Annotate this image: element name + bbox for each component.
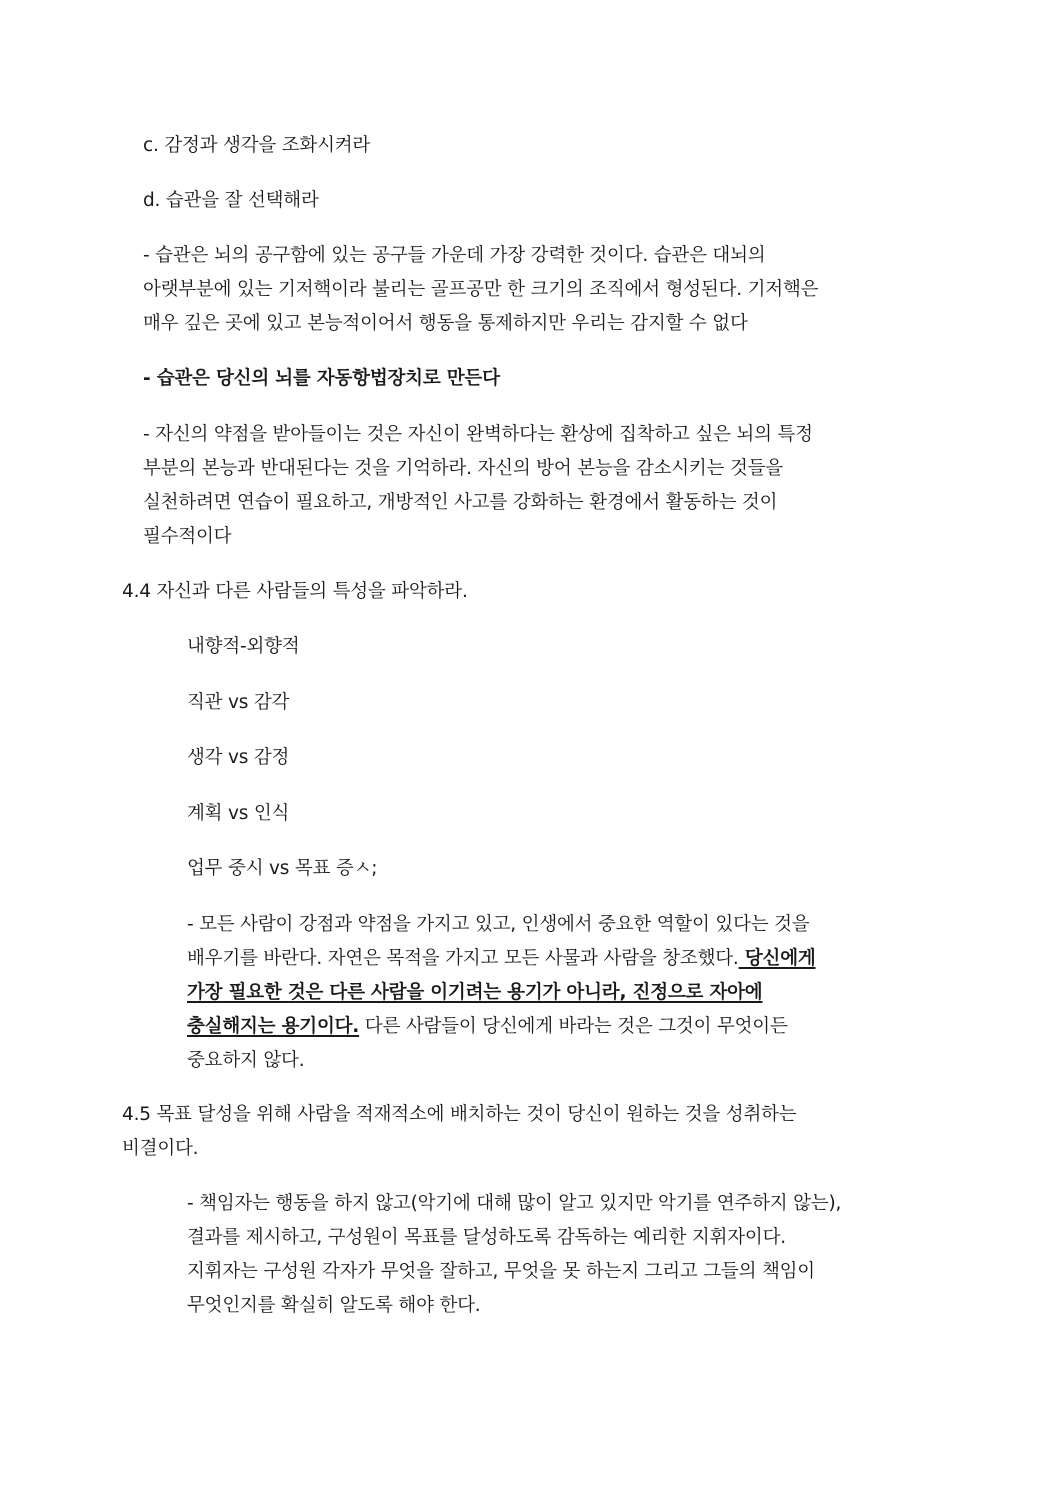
plain-text: 다른 사람들이 당신에게 바라는 것은 그것이 무엇이든: [359, 1016, 788, 1037]
paragraph-line: [187, 942, 816, 976]
list-item-c: c. 감정과 생각을 조화시켜라: [143, 135, 371, 156]
emphasis-text: 당신에게: [738, 948, 816, 969]
leader-paragraph: [187, 1187, 841, 1323]
paragraph-line: - 모든 사람이 강점과 약점을 가지고 있고, 인생에서 중요한 역할이 있다는 것을: [187, 914, 810, 935]
paragraph-line: 중요하지 않다.: [187, 1050, 305, 1071]
habit-paragraph: [143, 239, 818, 341]
heading-line: 비결이다.: [122, 1138, 199, 1159]
trait-item: 생각 vs 감정: [187, 747, 290, 768]
weakness-paragraph: [143, 418, 813, 554]
paragraph-line: 아랫부분에 있는 기저핵이라 불리는 골프공만 한 크기의 조직에서 형성된다. 기저핵은: [143, 279, 819, 300]
trait-item: 내향적-외향적: [187, 636, 300, 657]
habit-bold-statement: - 습관은 당신의 뇌를 자동항법장치로 만든다: [143, 368, 500, 389]
paragraph-line: 필수적이다: [143, 526, 232, 547]
paragraph-line: 지휘자는 구성원 각자가 무엇을 잘하고, 무엇을 못 하는지 그리고 그들의 책임이: [187, 1261, 815, 1282]
emphasis-text: 가장 필요한 것은 다른 사람을 이기려는 용기가 아니라, 진정으로 자아에: [187, 982, 763, 1003]
paragraph-line: - 자신의 약점을 받아들이는 것은 자신이 완벽하다는 환상에 집착하고 싶은 뇌의 특정: [143, 424, 813, 445]
paragraph-line: 무엇인지를 확실히 알도록 해야 한다.: [187, 1295, 481, 1316]
paragraph-line: - 책임자는 행동을 하지 않고(악기에 대해 많이 알고 있지만 악기를 연주하지 않는),: [187, 1193, 842, 1214]
paragraph-line: 결과를 제시하고, 구성원이 목표를 달성하도록 감독하는 예리한 지휘자이다.: [187, 1227, 786, 1248]
list-item-d: d. 습관을 잘 선택해라: [143, 190, 319, 211]
trait-item: 계획 vs 인식: [187, 803, 290, 824]
paragraph-line: [187, 976, 816, 1010]
plain-text: 배우기를 바란다. 자연은 목적을 가지고 모든 사물과 사람을 창조했다.: [187, 948, 739, 969]
emphasis-text: 충실해지는 용기이다.: [187, 1016, 360, 1037]
paragraph-line: - 습관은 뇌의 공구함에 있는 공구들 가운데 가장 강력한 것이다. 습관은 대뇌의: [143, 245, 766, 266]
paragraph-line: 부분의 본능과 반대된다는 것을 기억하라. 자신의 방어 본능을 감소시키는 것들을: [143, 458, 783, 479]
strength-paragraph: [187, 908, 816, 1078]
paragraph-line: 매우 깊은 곳에 있고 본능적이어서 행동을 통제하지만 우리는 감지할 수 없다: [143, 313, 748, 334]
section-heading-4-4: 4.4 자신과 다른 사람들의 특성을 파악하라.: [122, 581, 468, 602]
paragraph-line: 실천하려면 연습이 필요하고, 개방적인 사고를 강화하는 환경에서 활동하는 것이: [143, 492, 778, 513]
section-heading-4-5: [122, 1098, 796, 1166]
trait-item: 직관 vs 감각: [187, 692, 290, 713]
paragraph-line: [187, 1010, 816, 1044]
heading-line: 4.5 목표 달성을 위해 사람을 적재적소에 배치하는 것이 당신이 원하는 것을 성취하는: [122, 1104, 797, 1125]
trait-item: 업무 중시 vs 목표 증ㅅ;: [187, 858, 378, 879]
